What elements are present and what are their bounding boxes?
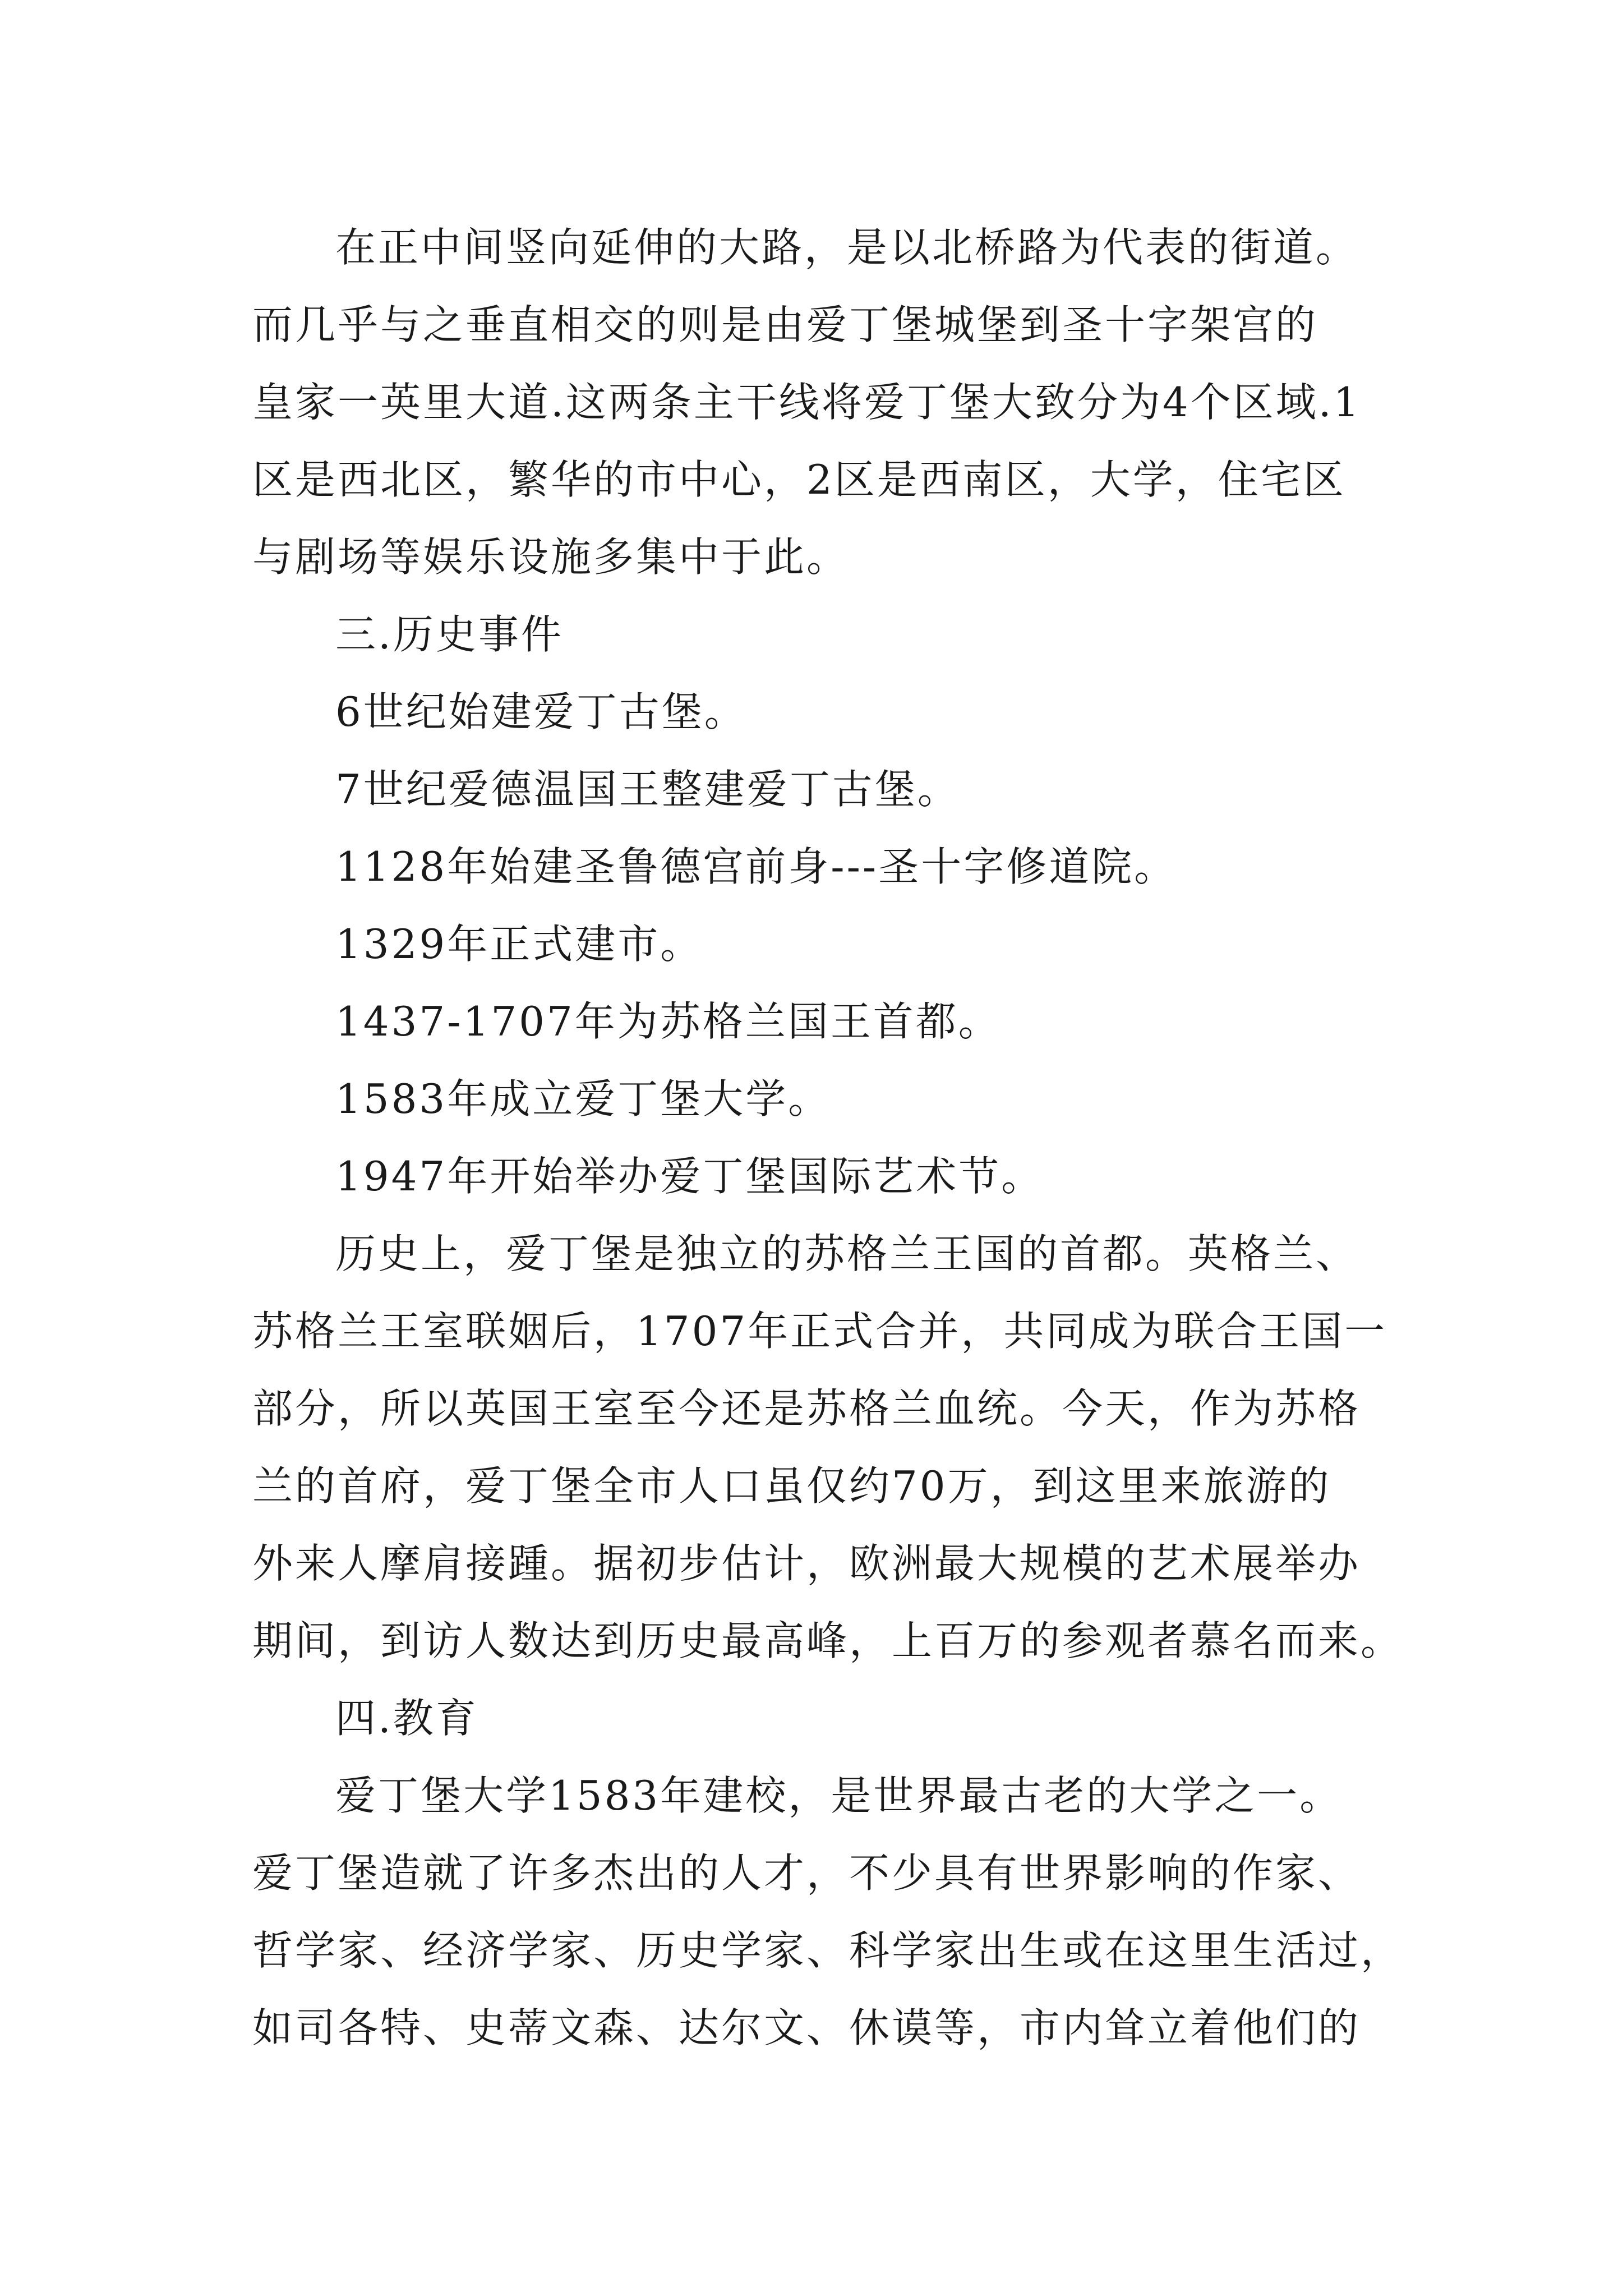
text-line: 哲学家、经济学家、历史学家、科学家出生或在这里生活过， <box>252 1927 1404 1974</box>
history-event-item <box>252 751 1392 828</box>
paragraph-education <box>252 1757 1404 2067</box>
history-event-item <box>252 905 1392 983</box>
text-line: 爱丁堡大学1583年建校，是世界最古老的大学之一。 <box>335 1772 1343 1819</box>
history-event-item <box>252 673 1392 751</box>
document-page <box>252 209 1404 2067</box>
history-event-item <box>252 983 1392 1060</box>
text-line: 而几乎与之垂直相交的则是由爱丁堡城堡到圣十字架宫的 <box>252 301 1318 348</box>
text-line: 兰的首府，爱丁堡全市人口虽仅约70万，到这里来旅游的 <box>252 1462 1331 1510</box>
text-line: 1583年成立爱丁堡大学。 <box>335 1075 831 1122</box>
section-heading-education <box>252 1680 1392 1757</box>
text-line: 期间，到访人数达到历史最高峰，上百万的参观者慕名而来。 <box>252 1617 1404 1664</box>
text-line: 1947年开始举办爱丁堡国际艺术节。 <box>335 1153 1044 1200</box>
section-heading-history <box>252 596 1392 673</box>
text-line: 皇家一英里大道.这两条主干线将爱丁堡大致分为4个区域.1 <box>252 379 1362 426</box>
text-line: 1128年始建圣鲁德宫前身---圣十字修道院。 <box>335 843 1177 890</box>
text-line: 历史上，爱丁堡是独立的苏格兰王国的首都。英格兰、 <box>335 1230 1359 1277</box>
text-line: 6世纪始建爱丁古堡。 <box>335 688 747 735</box>
text-line: 区是西北区，繁华的市中心，2区是西南区，大学，住宅区 <box>252 456 1346 503</box>
text-line: 1329年正式建市。 <box>335 921 703 968</box>
text-line: 苏格兰王室联姻后，1707年正式合并，共同成为联合王国一 <box>252 1308 1387 1355</box>
text-line: 与剧场等娱乐设施多集中于此。 <box>252 533 850 581</box>
paragraph-street-layout <box>252 209 1392 596</box>
section-heading: 四.教育 <box>335 1695 478 1742</box>
text-line: 爱丁堡造就了许多杰出的人才，不少具有世界影响的作家、 <box>252 1849 1361 1897</box>
history-event-item <box>252 828 1392 905</box>
history-event-item <box>252 1060 1392 1138</box>
history-event-item <box>252 1138 1392 1215</box>
text-line: 部分，所以英国王室至今还是苏格兰血统。今天，作为苏格 <box>252 1385 1361 1432</box>
text-line: 在正中间竖向延伸的大路，是以北桥路为代表的街道。 <box>335 224 1359 271</box>
section-heading: 三.历史事件 <box>335 611 564 658</box>
paragraph-history-summary <box>252 1215 1404 1680</box>
text-line: 外来人摩肩接踵。据初步估计，欧洲最大规模的艺术展举办 <box>252 1540 1361 1587</box>
text-line: 7世纪爱德温国王整建爱丁古堡。 <box>335 766 960 813</box>
text-line: 1437-1707年为苏格兰国王首都。 <box>335 998 1001 1045</box>
text-line: 如司各特、史蒂文森、达尔文、休谟等，市内耸立着他们的 <box>252 2004 1361 2051</box>
